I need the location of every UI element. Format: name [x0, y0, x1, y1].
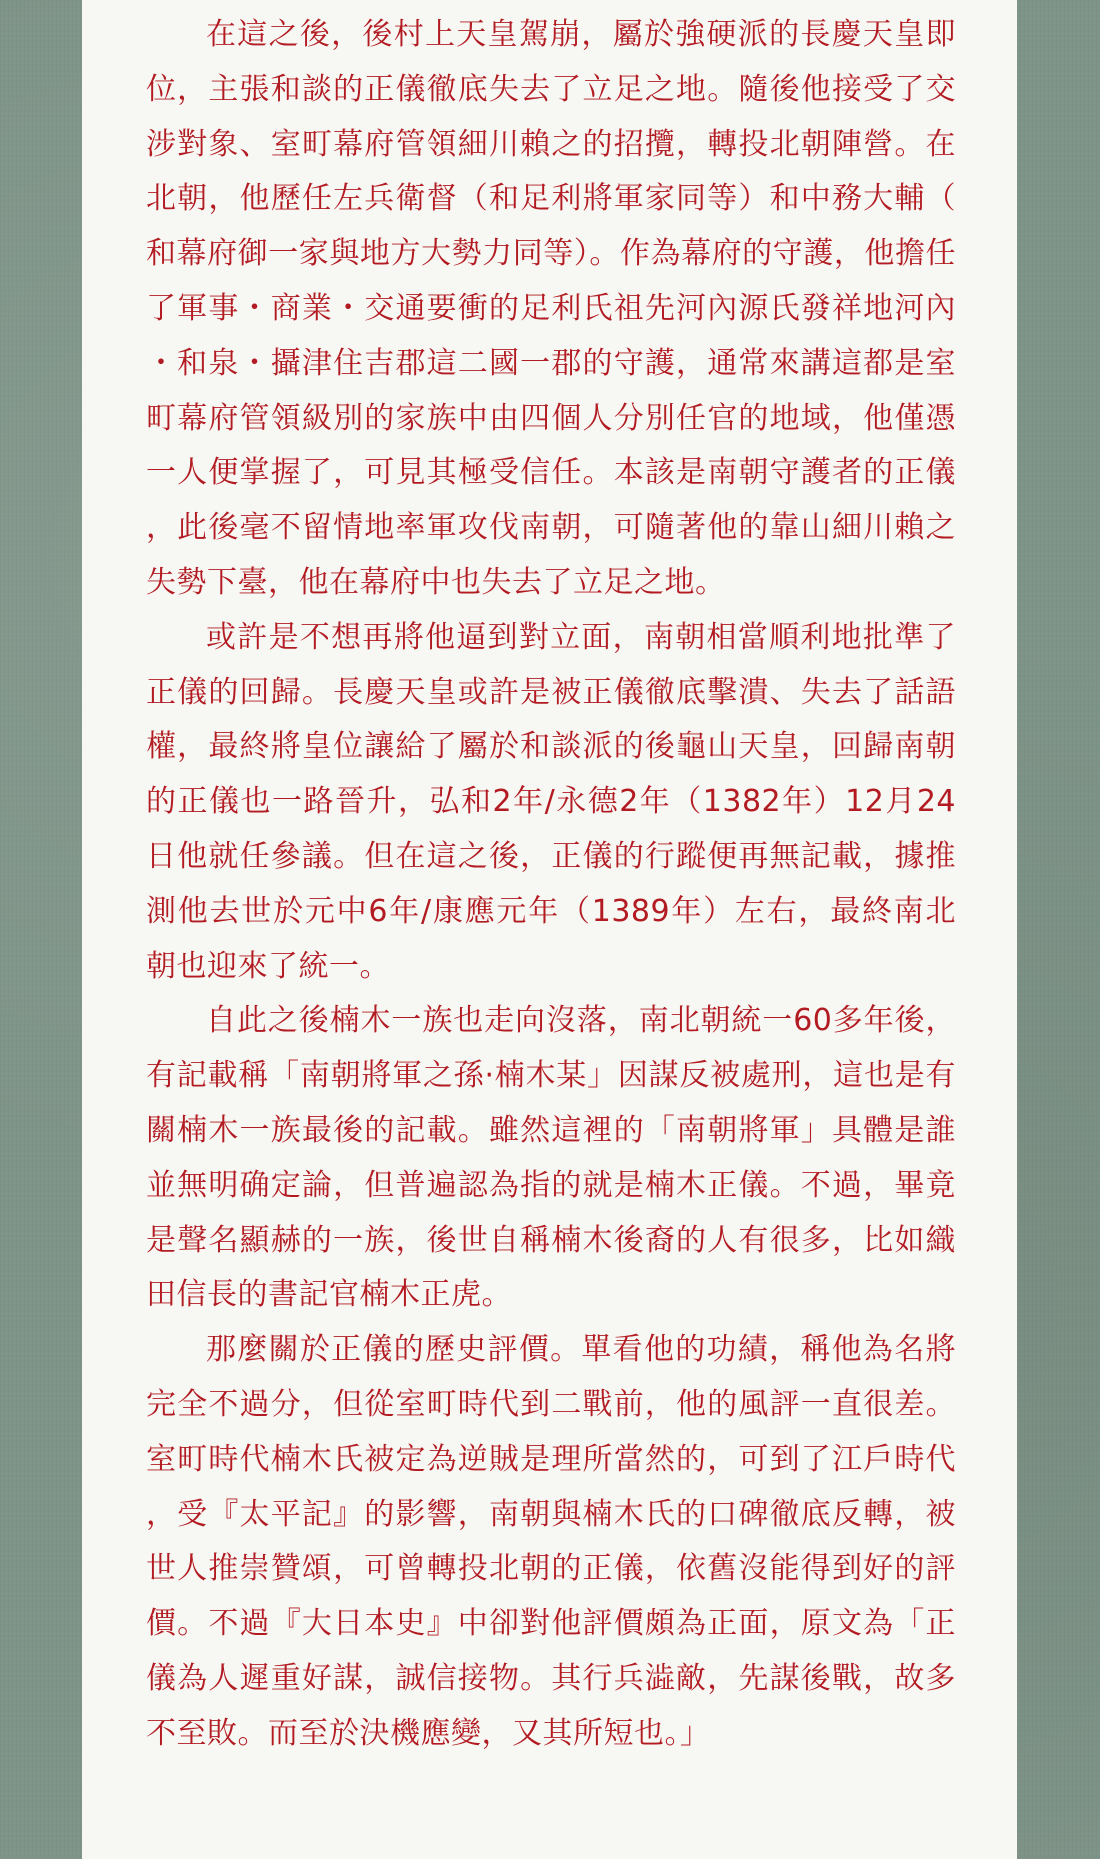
- paragraph-3: 自此之後楠木一族也走向沒落，南北朝統一60多年後，有記載稱「南朝將軍之孫·楠木某」因謀反被處刑，這也是有關楠木一族最後的記載。雖然這裡的「南朝將軍」具體是誰並無明确定論，但普遍認為指的就是楠木正儀。不過，畢竟是聲名顯赫的一族，後世自稱楠木後裔的人有很多，比如織田信長的書記官楠木正虎。: [146, 1003, 956, 1313]
- paragraph-2: 或許是不想再將他逼到對立面，南朝相當順利地批準了正儀的回歸。長慶天皇或許是被正儀徹底擊潰、失去了話語權，最終將皇位讓給了屬於和談派的後龜山天皇，回歸南朝的正儀也一路晉升，弘和2年/永德2年（1382年）12月24日他就任參議。但在這之後，正儀的行蹤便再無記載，據推測他去世於元中6年/康應元年（1389年）左右，最終南北朝也迎來了統一。: [146, 619, 956, 984]
- paragraph-1: 在這之後，後村上天皇駕崩，屬於強硬派的長慶天皇即位，主張和談的正儀徹底失去了立足之地。隨後他接受了交涉對象、室町幕府管領細川賴之的招攬，轉投北朝陣營。在北朝，他歷任左兵衛督（和足利將軍家同等）和中務大輔（和幕府御一家與地方大勢力同等）。作為幕府的守護，他擔任了軍事・商業・交通要衝的足利氏祖先河內源氏發祥地河內・和泉・攝津住吉郡這二國一郡的守護，通常來講這都是室町幕府管領級別的家族中由四個人分別任官的地域，他僅憑一人便掌握了，可見其極受信任。本該是南朝守護者的正儀，此後毫不留情地率軍攻伐南朝，可隨著他的靠山細川賴之失勢下臺，他在幕府中也失去了立足之地。: [146, 17, 956, 600]
- article-body: [146, 8, 956, 1762]
- document-page: [82, 0, 1017, 1859]
- paragraph-4: 那麼關於正儀的歷史評價。單看他的功績，稱他為名將完全不過分，但從室町時代到二戰前，他的風評一直很差。室町時代楠木氏被定為逆賊是理所當然的，可到了江戶時代，受『太平記』的影響，南朝與楠木氏的口碑徹底反轉，被世人推崇贊頌，可曾轉投北朝的正儀，依舊沒能得到好的評價。不過『大日本史』中卻對他評價頗為正面，原文為「正儀為人遲重好謀，誠信接物。其行兵澁敵，先謀後戰，故多不至敗。而至於決機應變，又其所短也。」: [146, 1332, 956, 1751]
